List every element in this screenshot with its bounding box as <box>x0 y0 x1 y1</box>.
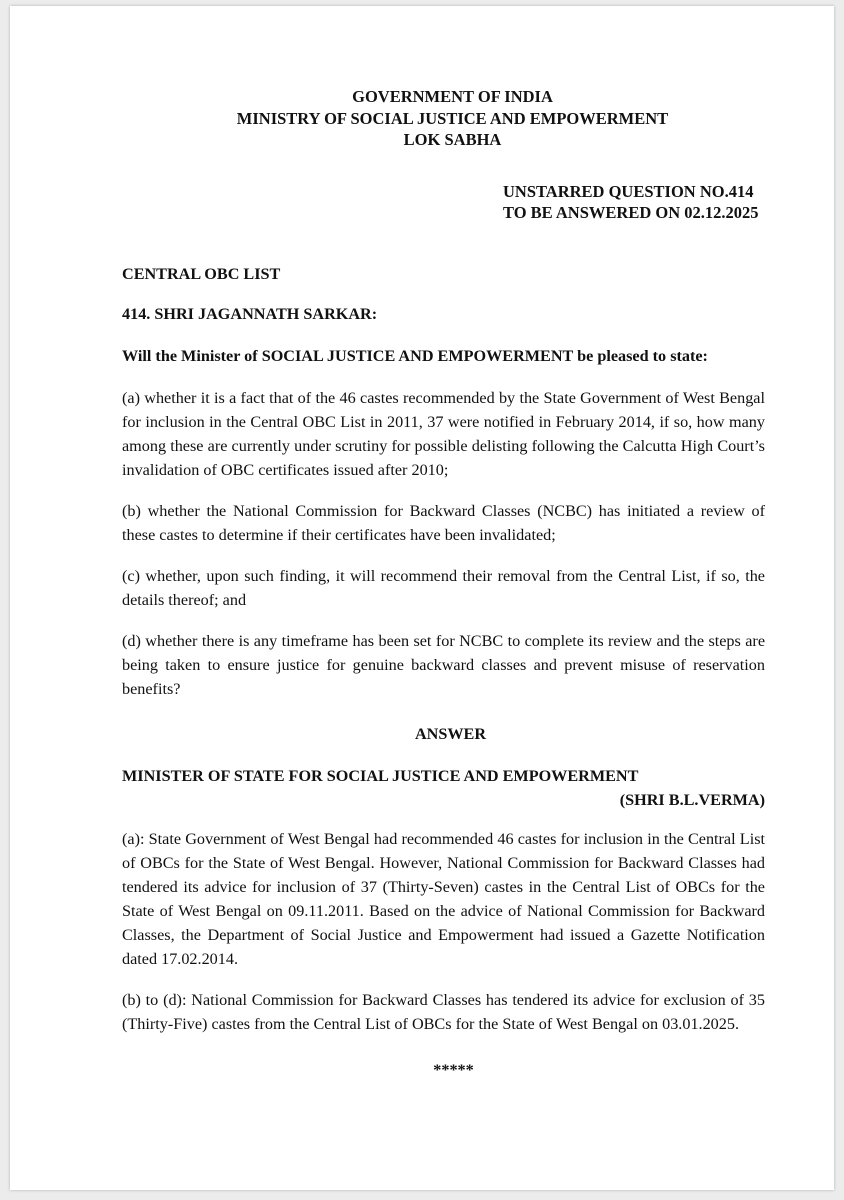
question-part-a: (a) whether it is a fact that of the 46 castes recommended by the State Government of West Bengal for inclusion in the Central OBC List in 2011, 37 were notified in February 2014, if so, how many among these are currently under scrutiny for possible delisting following the Calcutta High Court’s invalidation of OBC certificates issued after 2010; <box>122 388 765 479</box>
question-part-b: (b) whether the National Commission for Backward Classes (NCBC) has initiated a review of these castes to determine if their certificates have been invalidated; <box>122 501 765 544</box>
minister-title: MINISTER OF STATE FOR SOCIAL JUSTICE AND EMPOWERMENT <box>122 766 639 785</box>
intro-suffix: be pleased to state: <box>577 346 708 365</box>
question-subject: CENTRAL OBC LIST <box>122 264 281 283</box>
header-government: GOVERNMENT OF INDIA <box>352 87 553 106</box>
question-reference <box>122 181 765 224</box>
document-page <box>10 6 834 1190</box>
member-name: 414. SHRI JAGANNATH SARKAR: <box>122 304 378 323</box>
header-ministry: MINISTRY OF SOCIAL JUSTICE AND EMPOWERMENT <box>236 108 669 128</box>
header-house: LOK SABHA <box>403 130 502 149</box>
answer-heading: ANSWER <box>414 724 487 743</box>
answer-part-a: (a): State Government of West Bengal had recommended 46 castes for inclusion in the Central List of OBCs for the State of West Bengal. However, National Commission for Backward Classes had tendered its advice for inclusion of 37 (Thirty-Seven) castes in the Central List of OBCs for the State of West Bengal on 09.11.2011. Based on the advice of National Commission for Backward Classes, the Department of Social Justice and Empowerment had issued a Gazette Notification dated 17.02.2014. <box>122 829 765 968</box>
answer-part-b-to-d: (b) to (d): National Commission for Backward Classes has tendered its advice for exclusion of 35 (Thirty-Five) castes from the Central List of OBCs for the State of West Bengal on 03.01.2025. <box>122 990 765 1033</box>
question-part-d: (d) whether there is any timeframe has been set for NCBC to complete its review and the steps are being taken to ensure justice for genuine backward classes and prevent misuse of reservation benefits? <box>122 631 765 698</box>
end-mark: ***** <box>433 1060 474 1079</box>
question-intro <box>122 344 765 368</box>
intro-prefix: Will the Minister of <box>122 346 258 365</box>
question-part-c: (c) whether, upon such finding, it will recommend their removal from the Central List, if so, the details thereof; and <box>122 566 765 609</box>
document-header <box>122 86 765 151</box>
answer-date: TO BE ANSWERED ON 02.12.2025 <box>503 203 759 222</box>
intro-ministry: SOCIAL JUSTICE AND EMPOWERMENT <box>261 346 574 365</box>
question-number: UNSTARRED QUESTION NO.414 <box>503 181 754 201</box>
minister-name: (SHRI B.L.VERMA) <box>619 790 765 809</box>
document-body <box>122 86 765 1082</box>
